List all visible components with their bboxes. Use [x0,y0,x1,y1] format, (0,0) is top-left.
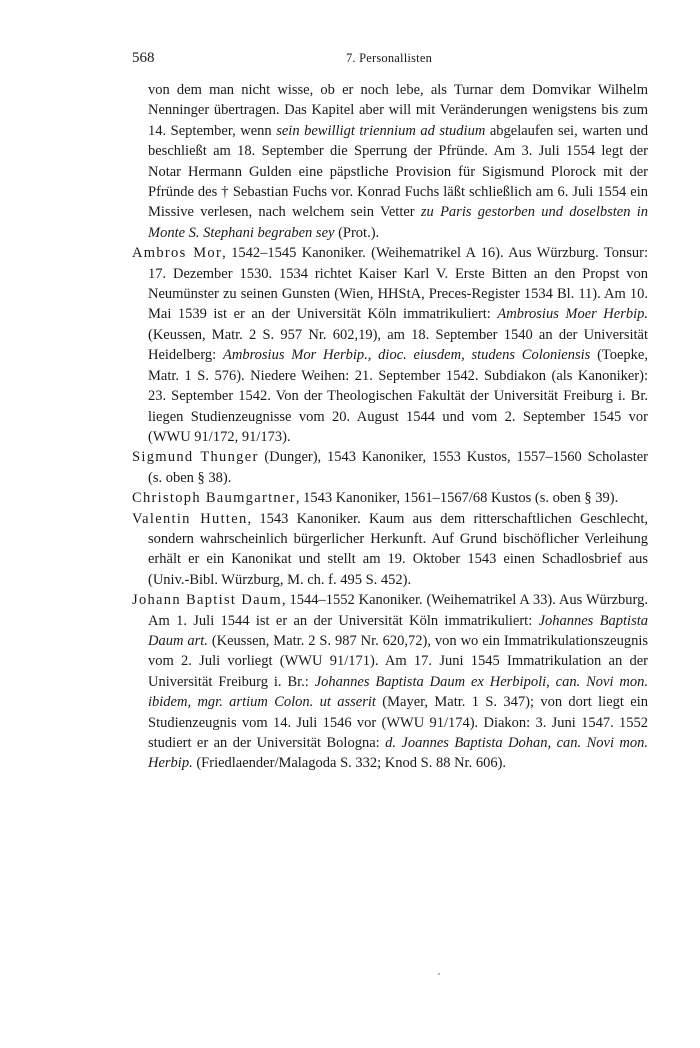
entry-sigmund-thunger [132,447,648,488]
entry-christoph-baumgartner [132,488,648,508]
continuation-text: (Prot.). [334,224,380,241]
page-number: 568 [132,50,155,66]
entry-text: , 1543 Kanoniker, 1561–1567/68 Kustos (s. oben § 39). [295,490,619,507]
continuation-paragraph [132,80,648,243]
entry-name: Valentin Hutten [132,510,248,527]
page-body [132,80,648,774]
continuation-text: abgelaufen sei, warten und beschließt am 18. September die Sperrung der Pfründe. Am 3. Juli 1554 legt der Notar Hermann Gulden eine päpstliche Provision für Sigismund Plorock mit der Pfründe des † Sebastian Fuchs vor. Konrad Fuchs läßt schließlich am 6. Juli 1554 ein Missive verlesen, nach welchem sein Vetter [148,122,648,221]
entry-name: Sigmund Thunger [132,449,259,466]
entry-ambros-mor [132,243,648,447]
quotation: sein bewilligt triennium ad studium [276,122,486,139]
entry-text: (Keussen, Matr. 2 S. 987 Nr. 620,72), von wo ein Immatrikulationszeugnis vom 2. Juli vorliegt (WWU 91/171). Am 17. Juni 1545 Immatrikulation an der Universität Freiburg i. Br.: [148,632,648,690]
running-header [130,50,648,72]
running-title: 7. Personallisten [345,51,433,65]
quotation: Ambrosius Mor Herbip., dioc. eiusdem, studens Coloniensis [222,347,591,364]
entry-name: Christoph Baumgartner [132,490,296,507]
entry-text: (Friedlaender/Malagoda S. 332; Knod S. 88 Nr. 606). [192,755,507,772]
continuation-text: von dem man nicht wisse, ob er noch lebe, als Turnar dem Domvikar Wilhelm Nenninger übertragen. Das Kapitel aber will mit Veränderungen wenigstens bis zum 14. September, wenn [148,82,648,139]
entry-name: Ambros Mor [132,245,223,262]
entry-text: (Keussen, Matr. 2 S. 957 Nr. 602,19), am 18. September 1540 an der Universität Heidelberg: [148,326,648,364]
quotation: zu Paris gestorben und doselbsten in Monte S. Stephani begraben sey [148,204,648,241]
quotation: d. Joannes Baptista Dohan, can. Novi mon. Herbip. [148,735,648,772]
entry-text: , 1544–1552 Kanoniker. (Weihematrikel A 33). Aus Würzburg. Am 1. Juli 1544 ist er an der Universität Köln immatrikuliert: [148,592,648,629]
entry-johann-baptist-daum [132,590,648,774]
entry-name: Johann Baptist Daum [132,592,283,609]
entry-valentin-hutten [132,509,648,591]
entry-text: , 1542–1545 Kanoniker. (Weihematrikel A 16). Aus Würzburg. Tonsur: 17. Dezember 1530. 1534 richtet Kaiser Karl V. Erste Bitten an den Propst von Neumünster zu seinen Gunsten (Wien, HHStA, Preces-Register 1534 Bl. 11). Am 10. Mai 1539 ist er an der Universität Köln immatrikuliert: [148,245,648,323]
entry-text: (Mayer, Matr. 1 S. 347); von dort liegt ein Studienzeugnis vom 14. Juli 1546 vor (WWU 91/174). Diakon: 3. Juni 1547. 1552 studiert er an der Universität Bologna: [148,694,648,751]
entry-text: (Toepke, Matr. 1 S. 576). Niedere Weihen: 21. September 1542. Subdiakon (als Kanoniker): 23. September 1542. Von der Theologischen Fakultät der Universität Freiburg i. Br. liegen Studienzeugnisse vom 20. August 1544 und vom 2. September 1545 vor (WWU 91/172, 91/​173). [148,347,648,445]
entry-text: (Dunger), 1543 Kanoniker, 1553 Kustos, 1557–1560 Scholaster (s. oben § 38). [148,449,649,486]
quotation: Johannes Baptista Daum art. [148,612,648,649]
quotation: Ambrosius Moer Herbip. [497,306,648,323]
scan-speck [438,973,440,975]
quotation: Johannes Baptista Daum ex Herbipoli, can. Novi mon. ibidem, mgr. artium Colon. ut asserit [148,673,648,711]
entry-text: , 1543 Kanoniker. Kaum aus dem ritterschaftlichen Geschlecht, sondern wahrscheinlich bürgerlicher Herkunft. Auf Grund bischöflicher Verleihung erhält er ein Kanonikat und stellt am 19. Oktober 1543 einen Schadlosbrief aus (Univ.-Bibl. Würzburg, M. ch. f. 495 S. 452). [148,510,648,588]
